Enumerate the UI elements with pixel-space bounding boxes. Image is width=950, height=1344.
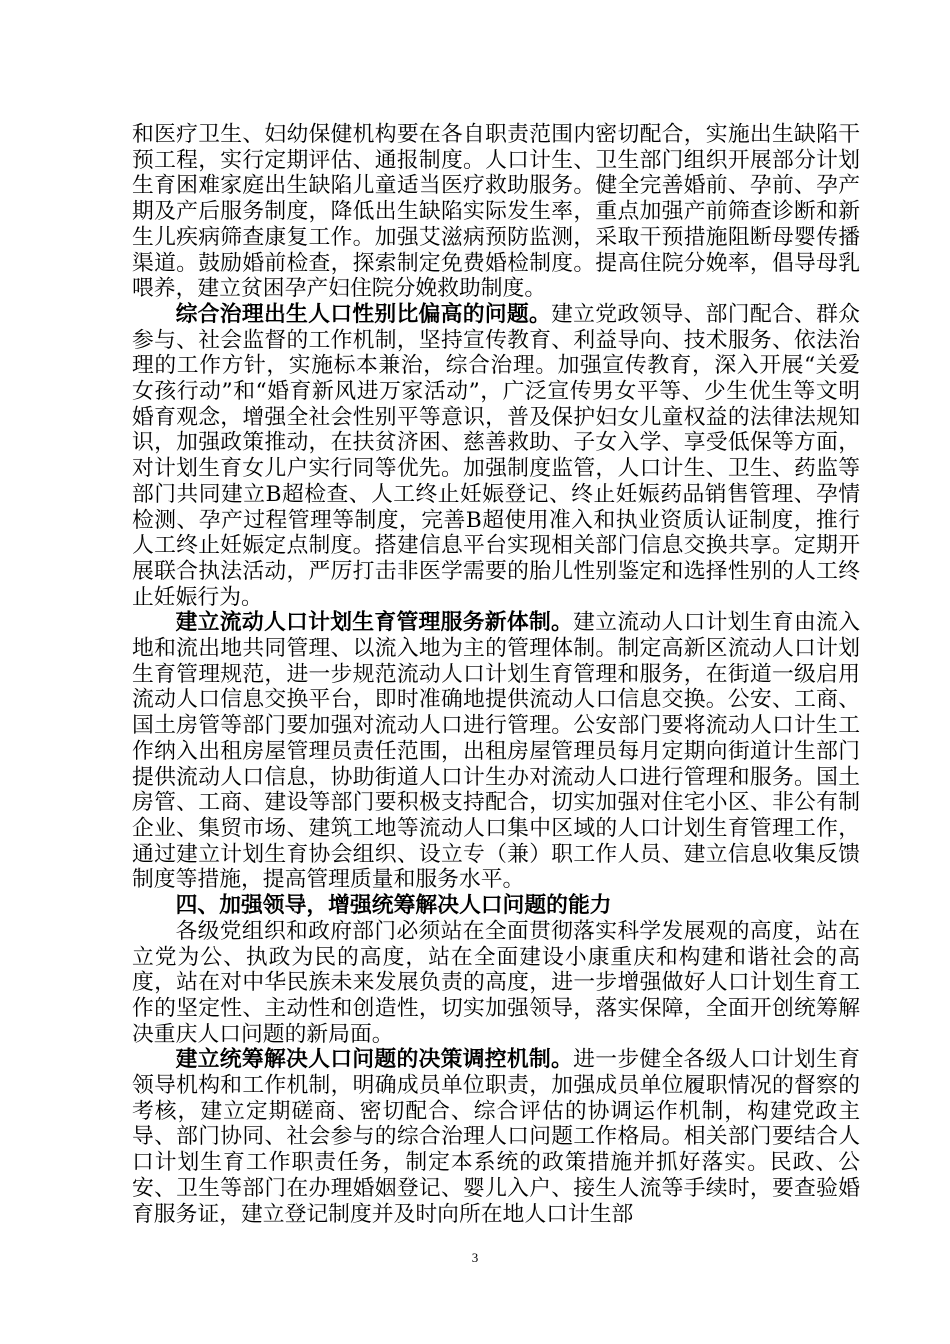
paragraph-text: 各级党组织和政府部门必须站在全面贯彻落实科学发展观的高度，站在立党为公、执政为民的高度，站在全面建设小康重庆和构建和谐社会的高度，站在对中华民族未来发展负责的高度，进一步增强做好人口计划生育工作的坚定性、主动性和创造性，切实加强领导，落实保障，全面开创统筹解决重庆人口问题的新局面。: [132, 918, 860, 1047]
body-paragraph-4: [132, 919, 860, 1048]
paragraph-lead: 建立流动人口计划生育管理服务新体制。: [175, 610, 574, 636]
body-paragraph-2: [132, 302, 860, 610]
paragraph-text: 和医疗卫生、妇幼保健机构要在各自职责范围内密切配合，实施出生缺陷干预工程，实行定期评估、通报制度。人口计生、卫生部门组织开展部分计划生育困难家庭出生缺陷儿童适当医疗救助服务。健全完善婚前、孕前、孕产期及产后服务制度，降低出生缺陷实际发生率，重点加强产前筛查诊断和新生儿疾病筛查康复工作。加强艾滋病预防监测，采取干预措施阻断母婴传播渠道。鼓励婚前检查，探索制定免费婚检制度。提高住院分娩率，倡导母乳喂养，建立贫困孕产妇住院分娩救助制度。: [132, 122, 860, 302]
paragraph-lead: 建立统筹解决人口问题的决策调控机制。: [175, 1047, 574, 1073]
paragraph-text: 建立党政领导、部门配合、群众参与、社会监督的工作机制，坚持宣传教育、利益导向、技术服务、依法治理的工作方针，实施标本兼治，综合治理。加强宣传教育，深入开展“关爱女孩行动”和“婚育新风进万家活动”，广泛宣传男女平等、少生优生等文明婚育观念，增强全社会性别平等意识，普及保护妇女儿童权益的法律法规知识，加强政策推动，在扶贫济困、慈善救助、子女入学、享受低保等方面，对计划生育女儿户实行同等优先。加强制度监管，人口计生、卫生、药监等部门共同建立B超检查、人工终止妊娠登记、终止妊娠药品销售管理、孕情检测、孕产过程管理等制度，完善B超使用准入和执业资质认证制度，推行人工终止妊娠定点制度。搭建信息平台实现相关部门信息交换共享。定期开展联合执法活动，严厉打击非医学需要的胎儿性别鉴定和选择性别的人工终止妊娠行为。: [132, 301, 860, 610]
paragraph-lead: 综合治理出生人口性别比偏高的问题。: [175, 301, 552, 327]
paragraph-text: 进一步健全各级人口计划生育领导机构和工作机制，明确成员单位职责，加强成员单位履职情况的督察的考核，建立定期磋商、密切配合、综合评估的协调运作机制，构建党政主导、部门协同、社会参与的综合治理人口问题工作格局。相关部门要结合人口计划生育工作职责任务，制定本系统的政策措施并抓好落实。民政、公安、卫生等部门在办理婚姻登记、婴儿入户、接生人流等手续时，要查验婚育服务证，建立登记制度并及时向所在地人口计生部: [132, 1047, 860, 1227]
section-heading: 四、加强领导，增强统筹解决人口问题的能力: [175, 893, 612, 919]
page-number: 3: [471, 1250, 479, 1265]
paragraph-text: 建立流动人口计划生育由流入地和流出地共同管理、以流入地为主的管理体制。制定高新区流动人口计划生育管理规范，进一步规范流动人口计划生育管理和服务，在街道一级启用流动人口信息交换平台，即时准确地提供流动人口信息交换。公安、工商、国土房管等部门要加强对流动人口进行管理。公安部门要将流动人口计生工作纳入出租房屋管理员责任范围，出租房屋管理员每月定期向街道计生部门提供流动人口信息，协助街道人口计生办对流动人口进行管理和服务。国土房管、工商、建设等部门要积极支持配合，切实加强对住宅小区、非公有制企业、集贸市场、建筑工地等流动人口集中区域的人口计划生育管理工作，通过建立计划生育协会组织、设立专（兼）职工作人员、建立信息收集反馈制度等措施，提高管理质量和服务水平。: [132, 610, 860, 893]
body-paragraph-3: [132, 610, 860, 893]
body-paragraph-1: [132, 122, 860, 302]
body-paragraph-5: [132, 1047, 860, 1227]
document-page: [132, 122, 860, 1227]
